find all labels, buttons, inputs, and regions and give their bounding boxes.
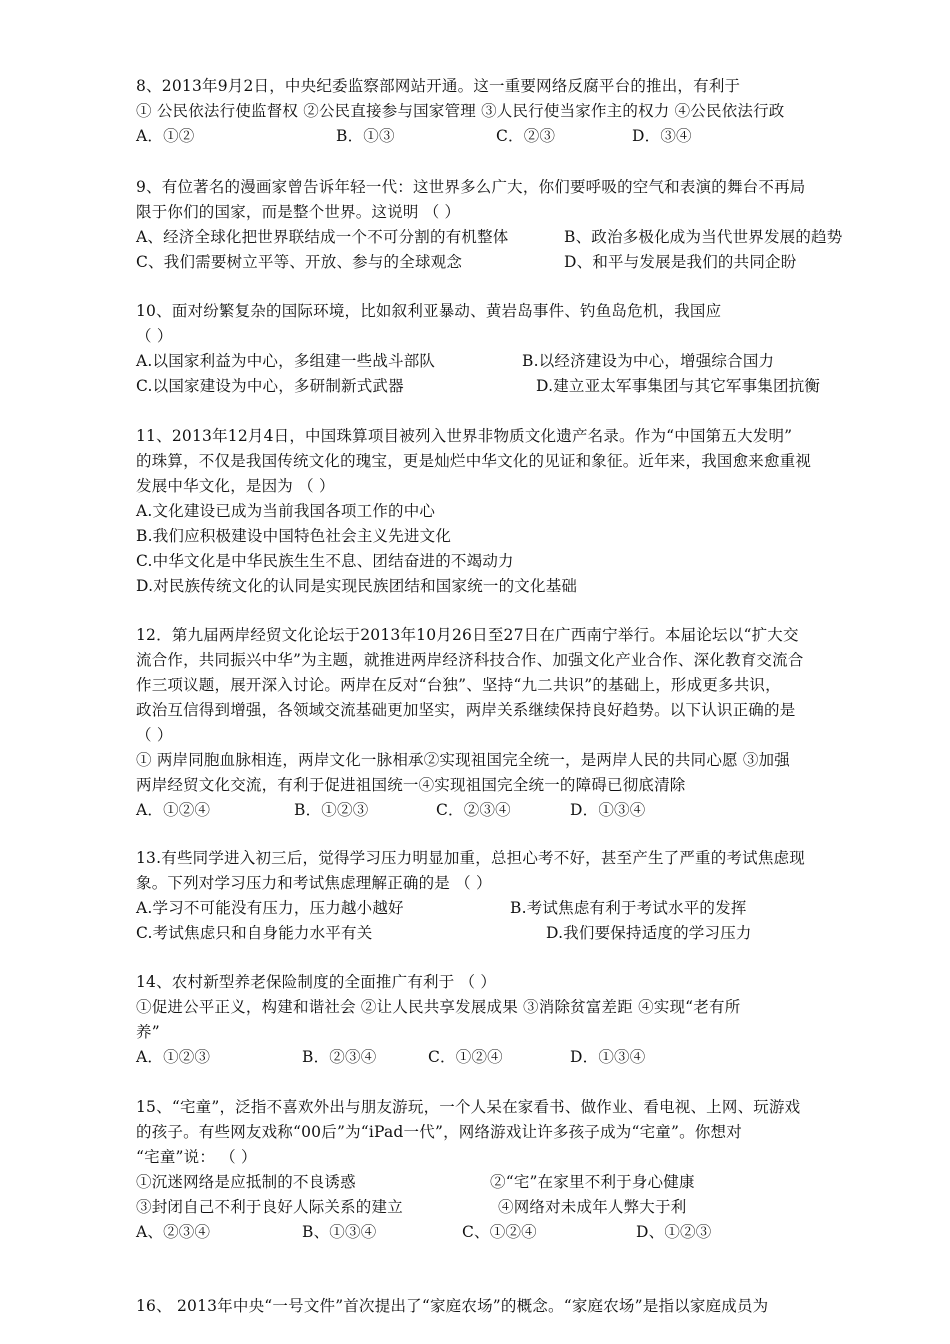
question-text: 15、“宅童”，泛指不喜欢外出与朋友游玩，一个人呆在家看书、做作业、看电视、上网、玩游戏 (136, 1098, 801, 1116)
answer-options (136, 1045, 860, 1070)
question-text: 发展中华文化，是因为 （ ） (136, 477, 335, 495)
option-c: C.考试焦虑只和自身能力水平有关 (136, 924, 373, 942)
question-text: “宅童”说： （ ） (136, 1148, 257, 1166)
question-10 (136, 299, 860, 399)
option-d: D．③④ (632, 127, 692, 145)
question-text: 政治互信得到增强，各领域交流基础更加坚实，两岸关系继续保持良好趋势。以下认识正确的是 (136, 701, 796, 719)
option-a: A、②③④ (136, 1223, 211, 1241)
question-text: 10、面对纷繁复杂的国际环境，比如叙利亚暴动、黄岩岛事件、钓鱼岛危机，我国应 (136, 302, 722, 320)
answer-options (136, 374, 860, 399)
answer-options (136, 1220, 860, 1245)
option-c: C、我们需要树立平等、开放、参与的全球观念 (136, 253, 463, 271)
option-a: A．①②④ (136, 801, 211, 819)
question-text: 养” (136, 1023, 160, 1041)
question-12 (136, 623, 860, 823)
question-8 (136, 74, 860, 149)
question-text: 9、有位著名的漫画家曾告诉年轻一代：这世界多么广大，你们要呼吸的空气和表演的舞台不再局 (136, 178, 806, 196)
question-text: 象。下列对学习压力和考试焦虑理解正确的是 （ ） (136, 874, 492, 892)
option-a: A．①②③ (136, 1048, 211, 1066)
question-text: 作三项议题，展开深入讨论。两岸在反对“台独”、坚持“九二共识”的基础上，形成更多共识， (136, 676, 781, 694)
answer-options (136, 250, 860, 275)
option-d: D、和平与发展是我们的共同企盼 (564, 253, 797, 271)
option-d: D.建立亚太军事集团与其它军事集团抗衡 (536, 377, 821, 395)
option-b: B、政治多极化成为当代世界发展的趋势 (564, 228, 843, 246)
statement-row (136, 1195, 860, 1220)
question-14 (136, 970, 860, 1070)
option-b: B.以经济建设为中心，增强综合国力 (522, 352, 775, 370)
answer-options (136, 896, 860, 921)
question-text: 14、农村新型养老保险制度的全面推广有利于 （ ） (136, 973, 497, 991)
answer-options (136, 798, 860, 823)
question-13 (136, 846, 860, 946)
question-text: ① 公民依法行使监督权 ②公民直接参与国家管理 ③人民行使当家作主的权力 ④公民依法行政 (136, 102, 785, 120)
question-11 (136, 424, 860, 599)
question-text: 8、2013年9月2日，中央纪委监察部网站开通。这一重要网络反腐平台的推出，有利于 (136, 77, 741, 95)
answer-options (136, 225, 860, 250)
option-b: B．①③ (336, 127, 395, 145)
option-a: A.学习不可能没有压力，压力越小越好 (136, 899, 404, 917)
question-9 (136, 175, 860, 275)
option-c: C．②③ (496, 127, 556, 145)
statement-1: ①沉迷网络是应抵制的不良诱惑 (136, 1173, 356, 1191)
option-d: D．①③④ (570, 1048, 646, 1066)
option-d: D．①③④ (570, 801, 646, 819)
option-c: C.中华文化是中华民族生生不息、团结奋进的不竭动力 (136, 552, 514, 570)
question-16 (136, 1294, 860, 1319)
question-15 (136, 1095, 860, 1245)
option-c: C．②③④ (436, 801, 511, 819)
question-text: 13.有些同学进入初三后，觉得学习压力明显加重，总担心考不好，甚至产生了严重的考试焦虑现 (136, 849, 805, 867)
statement-row (136, 1170, 860, 1195)
option-d: D.我们要保持适度的学习压力 (546, 924, 752, 942)
question-text: （ ） (136, 726, 173, 744)
option-a: A.文化建设已成为当前我国各项工作的中心 (136, 502, 436, 520)
option-c: C.以国家建设为中心，多研制新式武器 (136, 377, 404, 395)
answer-options (136, 349, 860, 374)
option-a: A.以国家利益为中心，多组建一些战斗部队 (136, 352, 436, 370)
question-text: 的珠算，不仅是我国传统文化的瑰宝，更是灿烂中华文化的见证和象征。近年来，我国愈来愈重视 (136, 452, 812, 470)
statement-4: ④网络对未成年人弊大于利 (498, 1198, 687, 1216)
question-text: 16、 2013年中央“一号文件”首次提出了“家庭农场”的概念。“家庭农场”是指以家庭成员为 (136, 1297, 769, 1315)
statement-2: ②“宅”在家里不利于身心健康 (490, 1173, 695, 1191)
question-text: 11、2013年12月4日，中国珠算项目被列入世界非物质文化遗产名录。作为“中国第五大发明” (136, 427, 793, 445)
question-text: 的孩子。有些网友戏称“00后”为“iPad一代”，网络游戏让许多孩子成为“宅童”。你想对 (136, 1123, 742, 1141)
answer-options (136, 124, 860, 149)
option-b: B.我们应积极建设中国特色社会主义先进文化 (136, 527, 452, 545)
option-b: B、①③④ (302, 1223, 377, 1241)
question-text: 两岸经贸文化交流，有利于促进祖国统一④实现祖国完全统一的障碍已彻底清除 (136, 776, 686, 794)
question-text: ①促进公平正义，构建和谐社会 ②让人民共享发展成果 ③消除贫富差距 ④实现“老有所 (136, 998, 741, 1016)
option-a: A．①② (136, 127, 195, 145)
option-b: B.考试焦虑有利于考试水平的发挥 (510, 899, 747, 917)
answer-options (136, 921, 860, 946)
question-text: （ ） (136, 327, 173, 345)
option-b: B．②③④ (302, 1048, 377, 1066)
question-text: 流合作，共同振兴中华”为主题，就推进两岸经济科技合作、加强文化产业合作、深化教育交流合 (136, 651, 804, 669)
option-a: A、经济全球化把世界联结成一个不可分割的有机整体 (136, 228, 509, 246)
option-d: D.对民族传统文化的认同是实现民族团结和国家统一的文化基础 (136, 577, 578, 595)
option-c: C、①②④ (462, 1223, 537, 1241)
question-text: ① 两岸同胞血脉相连，两岸文化一脉相承②实现祖国完全统一，是两岸人民的共同心愿 ③加强 (136, 751, 790, 769)
statement-3: ③封闭自己不利于良好人际关系的建立 (136, 1198, 403, 1216)
option-b: B．①②③ (294, 801, 369, 819)
question-text: 限于你们的国家，而是整个世界。这说明 （ ） (136, 203, 461, 221)
option-d: D、①②③ (636, 1223, 712, 1241)
option-c: C．①②④ (428, 1048, 503, 1066)
question-text: 12．第九届两岸经贸文化论坛于2013年10月26日至27日在广西南宁举行。本届论坛以“扩大交 (136, 626, 799, 644)
